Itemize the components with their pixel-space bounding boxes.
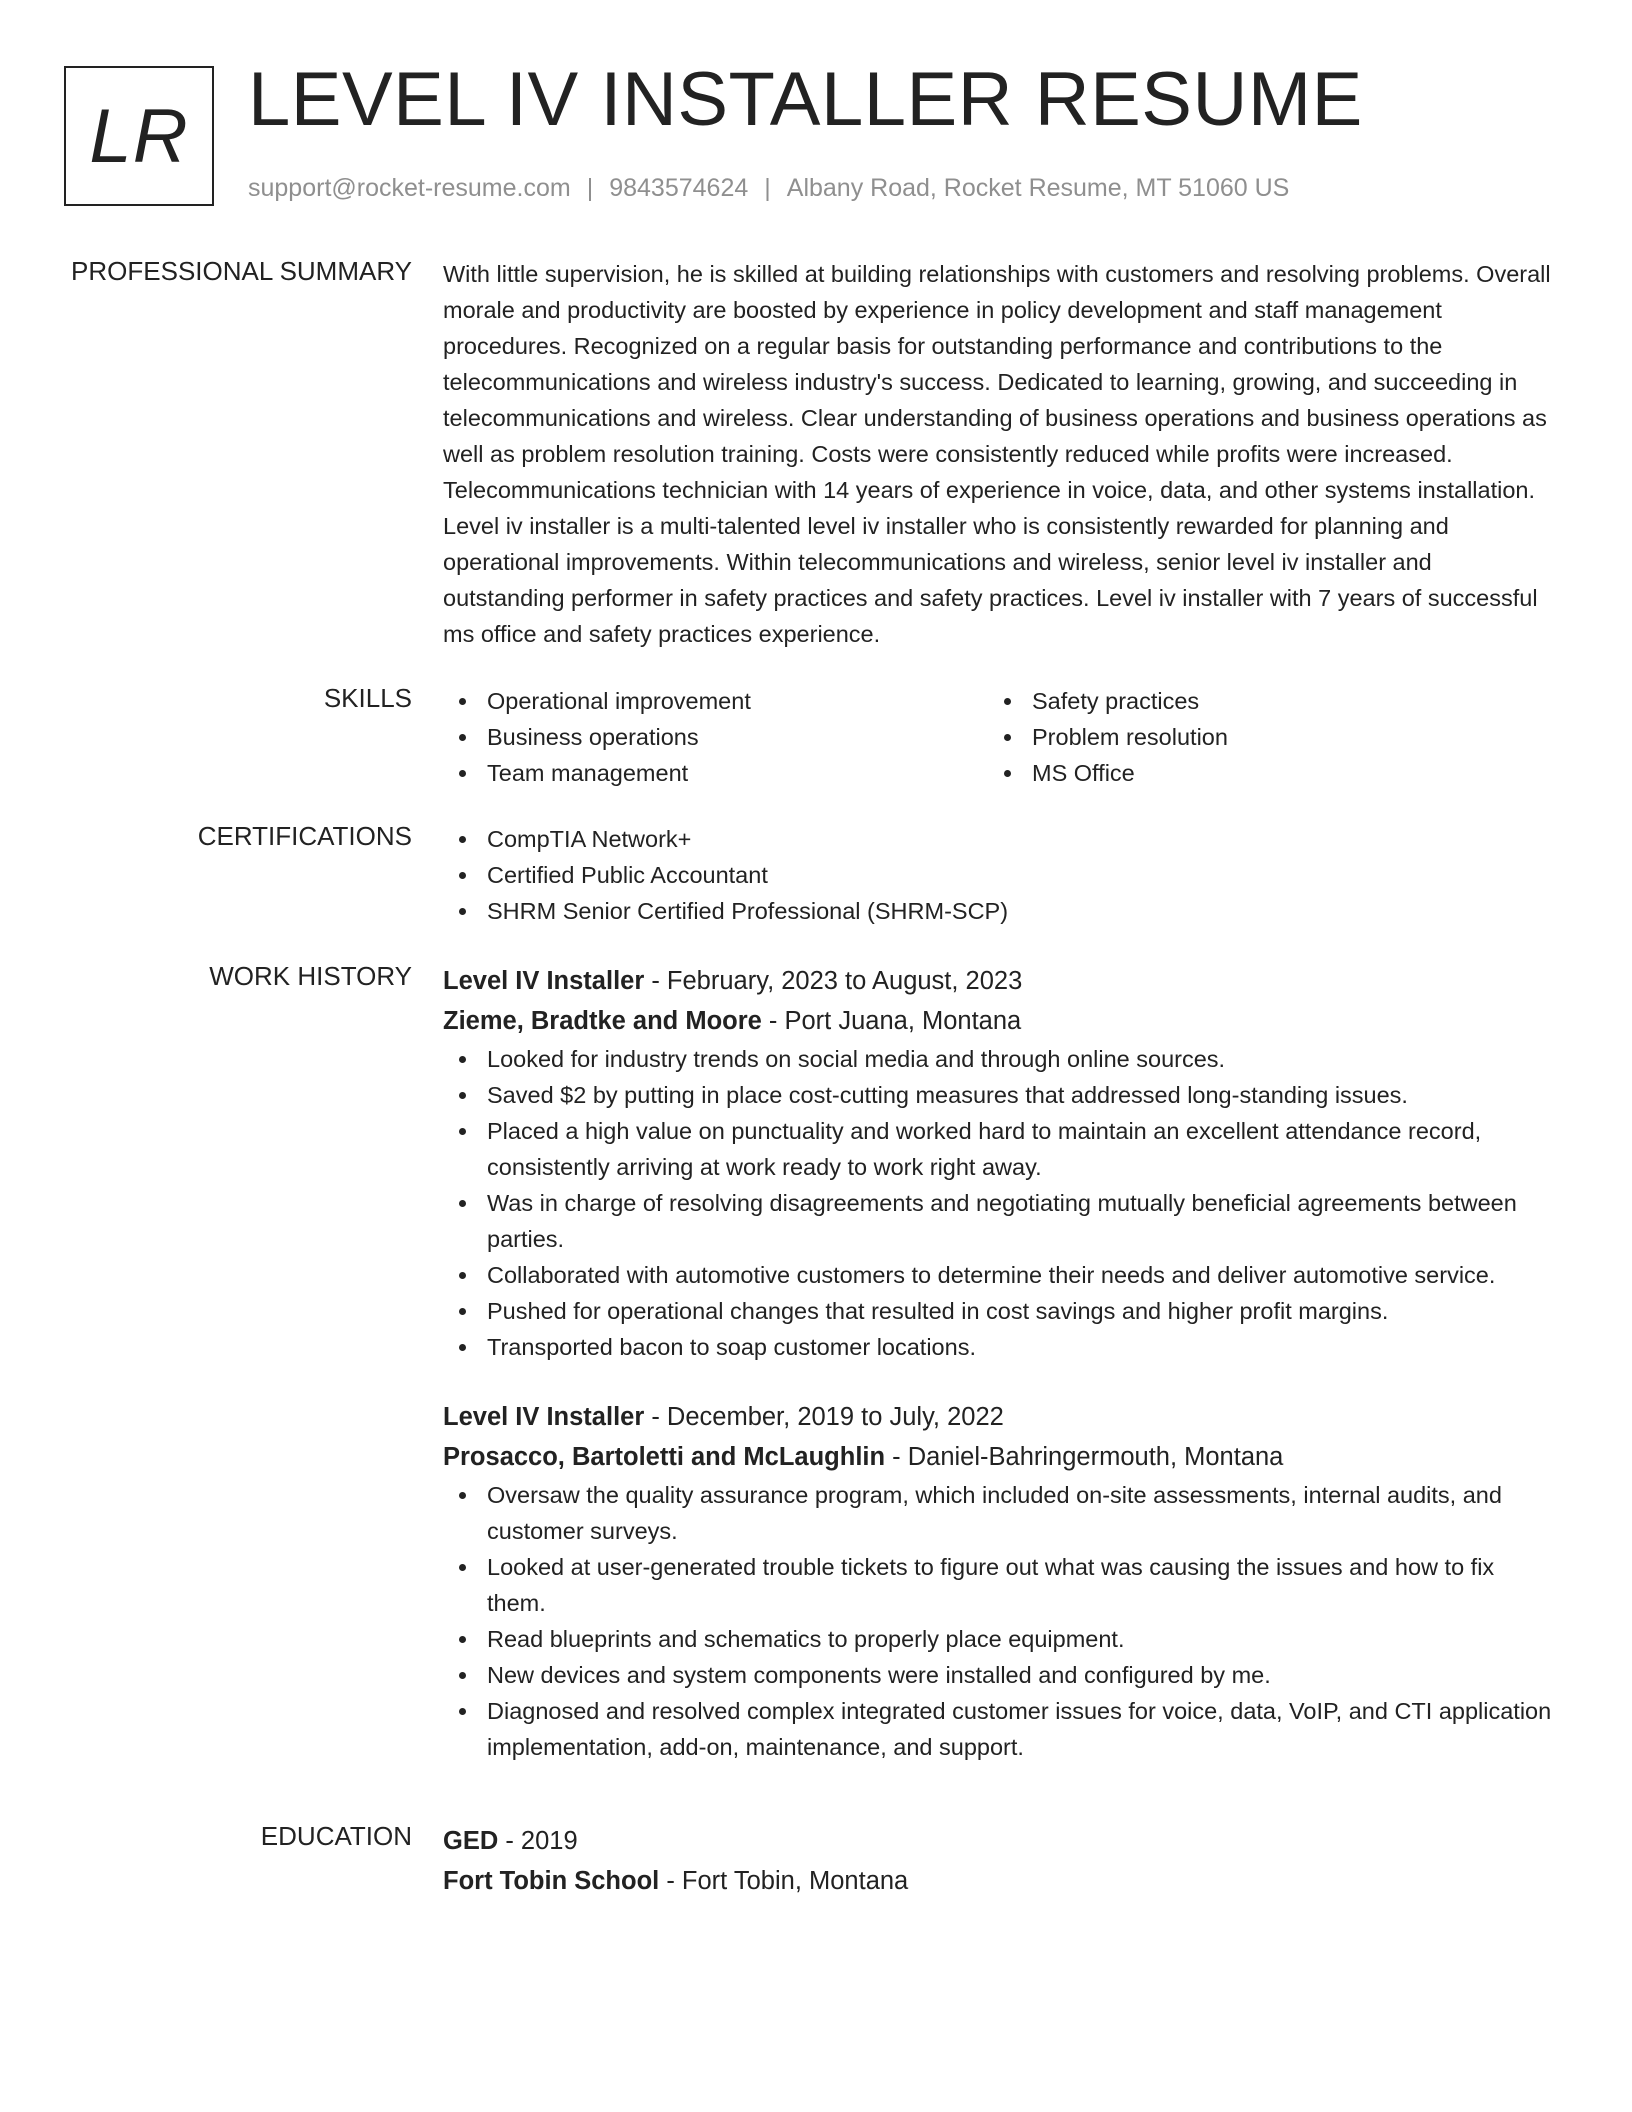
contact-separator: |	[586, 174, 594, 202]
skill-item: Operational improvement	[443, 683, 988, 719]
skill-item: Business operations	[443, 719, 988, 755]
job-company-line	[443, 1001, 1553, 1041]
job-bullets	[443, 1041, 1553, 1365]
certification-item: SHRM Senior Certified Professional (SHRM-SCP)	[443, 893, 1553, 929]
section-label-education: EDUCATION	[260, 1821, 412, 1851]
skill-item: Team management	[443, 755, 988, 791]
monogram-logo	[64, 66, 214, 206]
certification-item: CompTIA Network+	[443, 821, 1553, 857]
job-bullet: Was in charge of resolving disagreements and negotiating mutually beneficial agreements between parties.	[443, 1185, 1553, 1257]
job-entry	[443, 961, 1553, 1365]
job-bullet: Transported bacon to soap customer locations.	[443, 1329, 1553, 1365]
job-location: - Port Juana, Montana	[761, 1007, 1022, 1035]
job-company: Zieme, Bradtke and Moore	[443, 1007, 762, 1035]
job-bullet: New devices and system components were installed and configured by me.	[443, 1657, 1553, 1693]
job-bullet: Collaborated with automotive customers to determine their needs and deliver automotive service.	[443, 1257, 1553, 1293]
education-degree-line	[443, 1821, 1553, 1861]
job-title: Level IV Installer	[443, 967, 645, 995]
contact-line	[248, 174, 1289, 203]
job-title-line	[443, 1397, 1553, 1437]
job-bullets	[443, 1477, 1553, 1765]
resume-title: LEVEL IV INSTALLER RESUME	[248, 57, 1363, 142]
education-location: - Fort Tobin, Montana	[659, 1867, 909, 1895]
job-dates: - February, 2023 to August, 2023	[644, 967, 1023, 995]
contact-separator: |	[764, 174, 771, 202]
education-year: - 2019	[498, 1827, 578, 1855]
certification-item: Certified Public Accountant	[443, 857, 1553, 893]
monogram-initials: LR	[89, 93, 189, 179]
job-company-line	[443, 1437, 1553, 1477]
skills-list-left	[443, 683, 988, 791]
contact-email: support@rocket-resume.com	[248, 174, 571, 202]
certifications-body	[443, 821, 1553, 929]
job-bullet: Oversaw the quality assurance program, which included on-site assessments, internal audits, and customer surveys.	[443, 1477, 1553, 1549]
skill-item: Problem resolution	[988, 719, 1533, 755]
job-bullet: Read blueprints and schematics to properly place equipment.	[443, 1621, 1553, 1657]
section-label-certifications: CERTIFICATIONS	[197, 821, 412, 851]
summary-text: With little supervision, he is skilled at building relationships with customers and resolving problems. Overall morale and productivity are boosted by experience in policy development and staff management procedures. Recognized on a regular basis for outstanding performance and contributions to the telecommunications and wireless industry's success. Dedicated to learning, growing, and succeeding in telecommunications and wireless. Clear understanding of business operations and business operations as well as problem resolution training. Costs were consistently reduced while profits were increased. Telecommunications technician with 14 years of experience in voice, data, and other systems installation. Level iv installer is a multi-talented level iv installer who is consistently rewarded for planning and operational improvements. Within telecommunications and wireless, senior level iv installer and outstanding performer in safety practices and safety practices. Level iv installer with 7 years of successful ms office and safety practices experience.	[443, 261, 1551, 647]
job-location: - Daniel-Bahringermouth, Montana	[885, 1443, 1284, 1471]
skill-item: Safety practices	[988, 683, 1533, 719]
contact-phone: 9843574624	[609, 174, 749, 202]
job-company: Prosacco, Bartoletti and McLaughlin	[443, 1443, 886, 1471]
work-history-body	[443, 961, 1553, 1765]
job-title-line	[443, 961, 1553, 1001]
job-bullet: Placed a high value on punctuality and worked hard to maintain an excellent attendance record, consistently arriving at work ready to work right away.	[443, 1113, 1553, 1185]
job-bullet: Saved $2 by putting in place cost-cutting measures that addressed long-standing issues.	[443, 1077, 1553, 1113]
section-label-summary: PROFESSIONAL SUMMARY	[71, 256, 412, 286]
section-label-skills: SKILLS	[323, 683, 412, 713]
education-degree: GED	[443, 1827, 499, 1855]
job-bullet: Diagnosed and resolved complex integrated customer issues for voice, data, VoIP, and CTI application implementation, add-on, maintenance, and support.	[443, 1693, 1553, 1765]
job-bullet: Looked for industry trends on social media and through online sources.	[443, 1041, 1553, 1077]
skills-grid	[443, 683, 1553, 791]
job-bullet: Pushed for operational changes that resulted in cost savings and higher profit margins.	[443, 1293, 1553, 1329]
job-entry	[443, 1397, 1553, 1765]
summary-body	[443, 256, 1553, 652]
contact-address: Albany Road, Rocket Resume, MT 51060 US	[786, 174, 1290, 202]
job-title: Level IV Installer	[443, 1403, 645, 1431]
job-dates: - December, 2019 to July, 2022	[644, 1403, 1004, 1431]
education-body	[443, 1821, 1553, 1901]
job-bullet: Looked at user-generated trouble tickets to figure out what was causing the issues and how to fix them.	[443, 1549, 1553, 1621]
section-label-work-history: WORK HISTORY	[209, 961, 412, 991]
skills-list-right	[988, 683, 1533, 791]
education-school-line	[443, 1861, 1553, 1901]
education-school: Fort Tobin School	[443, 1867, 660, 1895]
skill-item: MS Office	[988, 755, 1533, 791]
certifications-list	[443, 821, 1553, 929]
